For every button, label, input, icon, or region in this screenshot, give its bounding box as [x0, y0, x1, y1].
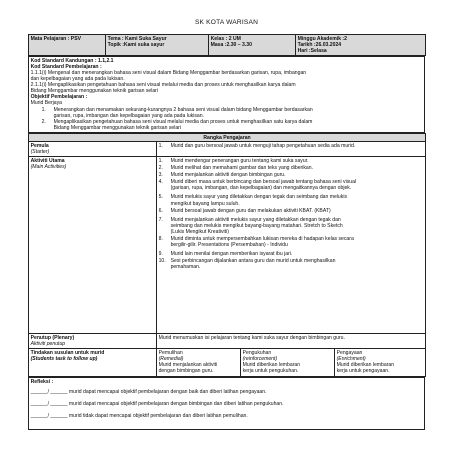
reinforcement-sub: (reinforcement) — [242, 355, 278, 362]
standards-cell — [29, 57, 425, 133]
enrichment-text-2: kerja untuk pengayaan. — [336, 368, 390, 375]
reinforcement-title: Pengukuhan — [242, 349, 272, 356]
activity-step-number: 1. — [158, 157, 163, 164]
theme-topic-cell — [106, 35, 209, 56]
main-label-cell — [29, 157, 157, 334]
learning-standard-2a: 2.1.1(i) Mengaplikasikan pengetahuan bahasa seni visual melalui media dan proses untuk menghasilkan karya dalam — [30, 82, 296, 89]
objective-label: Objektif Pembelajaran : — [30, 94, 88, 101]
activity-step-line — [159, 208, 424, 214]
remedial-cell — [157, 348, 241, 376]
content-standard: Kod Standard Kandungan : 1.1,2.1 — [30, 57, 114, 64]
theme-text: Tema : Kami Suka Sayur — [107, 35, 167, 42]
activity-step-text: Murid mendengar penerangan guru tentang kami suka sayur. — [170, 157, 309, 164]
reinforcement-cell — [241, 348, 335, 376]
activity-step-text: seimbang dan melukis mengikut bayang-bayang matahari. Stretch to Sketch — [170, 222, 343, 229]
activity-step-text: Murid menjalankan aktiviti dengan bimbingan guru. — [170, 172, 286, 179]
activity-step-line — [159, 264, 424, 270]
activity-step-line — [159, 201, 424, 207]
activity-step-number: 10. — [158, 258, 166, 265]
learning-standard-2b: Bidang Menggambar menggunakan teknik garisan selari — [30, 88, 159, 95]
standards-table — [28, 56, 425, 133]
enrichment-title: Pengayaan — [336, 349, 363, 356]
subject-text: Mata Pelajaran : PSV — [30, 35, 81, 42]
followup-label-cell — [29, 348, 157, 376]
reinforcement-text-1: Murid diberikan lembaran — [242, 361, 301, 368]
starter-sub: (Starter) — [30, 149, 50, 156]
plan-table — [28, 133, 426, 377]
class-text: Kelas : 2 UM — [210, 35, 241, 42]
activity-step — [159, 208, 424, 214]
school-title: SK KOTA WARISAN — [194, 19, 259, 26]
info-table — [28, 34, 426, 56]
plenary-label-cell — [29, 334, 157, 349]
activity-step-number: 3. — [158, 172, 163, 179]
activity-step-line — [159, 172, 424, 178]
activity-step-line — [159, 165, 424, 171]
main-activities-sub: (Main Activities) — [30, 164, 67, 171]
day-text: Hari :Selasa — [297, 47, 327, 54]
activity-step-line — [159, 251, 424, 257]
activity-step-text: Murid diminta untuk mempersembahkan lukisan mereka di hadapan kelas secara — [170, 236, 354, 243]
activity-step-number: 4. — [158, 179, 163, 186]
objective-1-text: Menerangkan dan menamakan sekurang-kurangnya 2 bahasa seni visual dalam bidang Menggambar berdasarkan — [53, 106, 313, 113]
activity-step-number: 5. — [158, 194, 163, 201]
remedial-title: Pemulihan — [158, 349, 183, 356]
learning-standard-1b: dan kepelbagaian yang ada pada lukisan. — [30, 76, 125, 83]
week-date-cell — [296, 35, 426, 56]
objective-2-text: Mengaplikasikan pengetahuan bahasa seni visual melalui media dan proses untuk menghasilkan satu karya dalam — [53, 118, 313, 125]
activity-step-text: Murid melihat dan memahami gambar dan teks yang diberikan. — [170, 165, 314, 172]
reflection-line-2: ______/ ______ murid dapat mencapai objektif pembelajaran dengan bimbingan dan diberi latihan pengukuhan. — [30, 400, 284, 407]
activity-step — [159, 179, 424, 191]
time-text: Masa :2.30 – 3.30 — [210, 41, 252, 48]
activity-step-line — [159, 229, 424, 235]
plenary-label: Penutup (Plenary) — [30, 334, 75, 341]
activity-step-line — [159, 242, 424, 248]
followup-label: Tindakan susulan untuk murid — [30, 349, 105, 356]
activity-step — [159, 165, 424, 171]
activity-step-line — [159, 185, 424, 191]
starter-number: 1. — [158, 143, 163, 150]
enrichment-text-1: Murid diberikan lembaran — [336, 361, 395, 368]
remedial-text-2: dengan bimbingan guru. — [158, 368, 214, 375]
activity-step-number: 6. — [158, 207, 163, 214]
activity-step-text: Murid diberi masa untuk berbincang dan bersoal jawab tentang bahasa seni visual — [170, 179, 357, 186]
activity-step-text: bergilir-gilir. Presentations (Persembahan) - Individu — [170, 242, 288, 249]
objective-2b: Bidang Menggambar menggunakan teknik garisan selari — [53, 124, 182, 131]
activity-step-line — [159, 158, 424, 164]
activity-step-text: Murid bersoal jawab dengan guru dan melakukan aktiviti KBAT. (KBAT) — [170, 207, 331, 214]
activity-step-number: 8. — [158, 236, 163, 243]
objective-1b: garisan, rupa, imbangan dan kepelbagaian yang ada pada lukisan. — [53, 112, 204, 119]
activity-step — [159, 258, 424, 270]
enrichment-cell — [335, 348, 426, 376]
activity-step-number: 9. — [158, 251, 163, 258]
objective-intro: Murid Berjaya — [30, 100, 63, 107]
reflection-label: Refleksi : — [30, 378, 54, 385]
activity-step — [159, 251, 424, 257]
activity-step — [159, 172, 424, 178]
topic-text: Topik :Kami suka sayur — [107, 41, 165, 48]
subject-cell — [29, 35, 106, 56]
activity-step — [159, 158, 424, 164]
remedial-text-1: Murid menjalankan aktiviti — [158, 361, 218, 368]
main-activities-steps — [157, 157, 426, 334]
learning-standard-1a: 1.1.1(i) Mengenal dan menerangkan bahasa seni visual dalam Bidang Menggambar berdasarkan garisan, rupa, imbangan — [30, 69, 307, 76]
reinforcement-text-2: kerja untuk pengukuhan. — [242, 368, 299, 375]
reflection-line-3: ______/ ______ murid tidak dapat mencapai objektif pembelajaran dan diberi latihan pemulihan. — [30, 413, 248, 420]
activity-step-text: mengikut bayang lampu suluh. — [170, 200, 240, 207]
learning-standard-label: Kod Standard Pembelajaran : — [30, 63, 102, 70]
objective-1-number: 1. — [41, 106, 46, 113]
starter-content — [157, 142, 426, 157]
activity-step-text: Murid lain menilai dengan memberikan isyarat ibu jari. — [170, 251, 293, 258]
starter-label-cell — [29, 142, 157, 157]
week-text: Minggu Akademik :2 — [297, 35, 347, 42]
activity-step-text: pemahaman. — [170, 264, 201, 271]
reflection-table — [28, 377, 425, 430]
lesson-plan-sheet — [28, 34, 425, 430]
followup-sub: (Students task to follow up) — [30, 355, 98, 362]
plenary-sub: Aktiviti penutup — [30, 341, 66, 348]
activity-step-text: Murid melukis sayur yang diletakkan dengan tegak dan seimbang dan melukis — [170, 194, 347, 201]
activity-step — [159, 236, 424, 248]
activity-step-text: (garisan, rupa, imbangan, dan kepelbagaian) dan mengaitkannya dengan objek. — [170, 185, 352, 192]
activity-step-text: Sesi perbincangan dijalankan antara guru dan murid untuk menghasilkan — [170, 258, 336, 265]
activity-step-text: Murid menjalankan aktiviti melukis sayur yang diletakkan dengan tegak dan — [170, 216, 341, 223]
activity-step — [159, 217, 424, 235]
starter-label: Pemula — [30, 143, 49, 150]
class-time-cell — [209, 35, 296, 56]
plan-heading: Rangka Pengajaran — [29, 133, 426, 142]
activity-step-number: 2. — [158, 165, 163, 172]
activity-step — [159, 194, 424, 206]
reflection-line-1: ______/ ______ murid dapat mencapai objektif pembelajaran dengan baik dan diberi latihan pengayaan. — [30, 388, 267, 395]
reflection-cell — [29, 377, 425, 429]
enrichment-sub: (Enrichment) — [336, 355, 366, 362]
starter-text: Murid dan guru bersoal jawab untuk menguji tahap pengetahuan sedia ada murid. — [170, 143, 356, 150]
objective-2-number: 2. — [41, 118, 46, 125]
main-activities-label: Aktiviti Utama — [30, 157, 65, 164]
activity-step-number: 7. — [158, 216, 163, 223]
plenary-content: Murid menumuskan isi pelajaran tentang kami suka sayur dengan bimbingan guru. — [157, 334, 426, 349]
activity-step-text: (Lukis Mengikut Kreativiti) — [170, 228, 229, 235]
date-text: Tarikh :26.03.2024 — [297, 41, 342, 48]
remedial-sub: (Remedial) — [158, 355, 184, 362]
